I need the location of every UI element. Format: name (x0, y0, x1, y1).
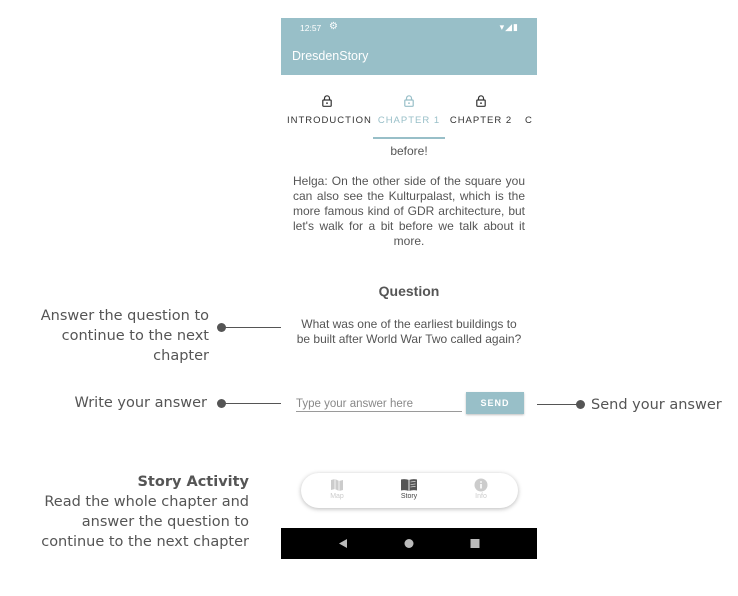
activity-annotation-title: Story Activity (137, 474, 249, 490)
tab-introduction-label: INTRODUCTION (287, 115, 372, 126)
nav-info[interactable] (461, 478, 501, 500)
signal-icon: ◢ (505, 22, 514, 32)
wifi-icon: ▾ (499, 22, 506, 32)
recents-icon (460, 528, 490, 559)
send-annotation-dot (576, 400, 585, 409)
story-paragraph: Helga: On the other side of the square you can also see the Kulturpalast, which is the more famous kind of GDR architecture, but let's walk for a bit before we talk about it more. (293, 174, 525, 248)
nav-map[interactable] (317, 478, 357, 500)
battery-icon: ▮ (513, 22, 519, 32)
map-icon (330, 478, 344, 492)
phone-screen (281, 18, 537, 559)
activity-annotation-desc: Read the whole chapter and answer the question to continue to the next chapter (41, 494, 249, 550)
tab-chapter-1-label: CHAPTER 1 (377, 115, 441, 126)
nav-story-label: Story (400, 493, 418, 500)
chapter-tabs (281, 75, 537, 141)
back-icon (328, 528, 358, 559)
send-annotation: Send your answer (591, 397, 722, 413)
tab-introduction[interactable] (287, 75, 372, 141)
tab-chapter-3-label: C (525, 115, 533, 126)
nav-map-label: Map (330, 493, 344, 500)
write-annotation: Write your answer (74, 395, 207, 411)
book-icon (400, 478, 418, 492)
home-button[interactable] (394, 528, 424, 559)
tab-chapter-3-partial[interactable] (523, 75, 537, 141)
gear-icon: ⚙ (329, 21, 338, 32)
status-time: 12:57 (300, 23, 322, 33)
lock-icon (476, 95, 486, 107)
question-text: What was one of the earliest buildings to be built after World War Two called again? (296, 317, 522, 346)
story-fragment: before! (390, 144, 428, 158)
active-tab-indicator (373, 137, 445, 139)
tab-chapter-2[interactable] (449, 75, 513, 141)
app-title: DresdenStory (292, 49, 369, 63)
question-annotation: Answer the question to continue to the next chapter (40, 308, 209, 364)
question-title: Question (378, 283, 440, 299)
tab-chapter-1[interactable] (373, 75, 445, 141)
system-nav-bar (281, 528, 537, 559)
lock-icon (404, 95, 414, 107)
tab-chapter-2-label: CHAPTER 2 (449, 115, 513, 126)
home-icon (394, 528, 424, 559)
app-bar (281, 38, 537, 75)
answer-input[interactable] (296, 396, 462, 412)
nav-story[interactable] (389, 478, 429, 500)
nav-info-label: Info (475, 493, 487, 500)
send-button[interactable]: SEND (466, 392, 524, 414)
lock-icon (322, 95, 332, 107)
info-icon (474, 478, 488, 492)
bottom-nav (301, 473, 518, 508)
back-button[interactable] (328, 528, 358, 559)
status-bar (281, 18, 537, 38)
recents-button[interactable] (460, 528, 490, 559)
